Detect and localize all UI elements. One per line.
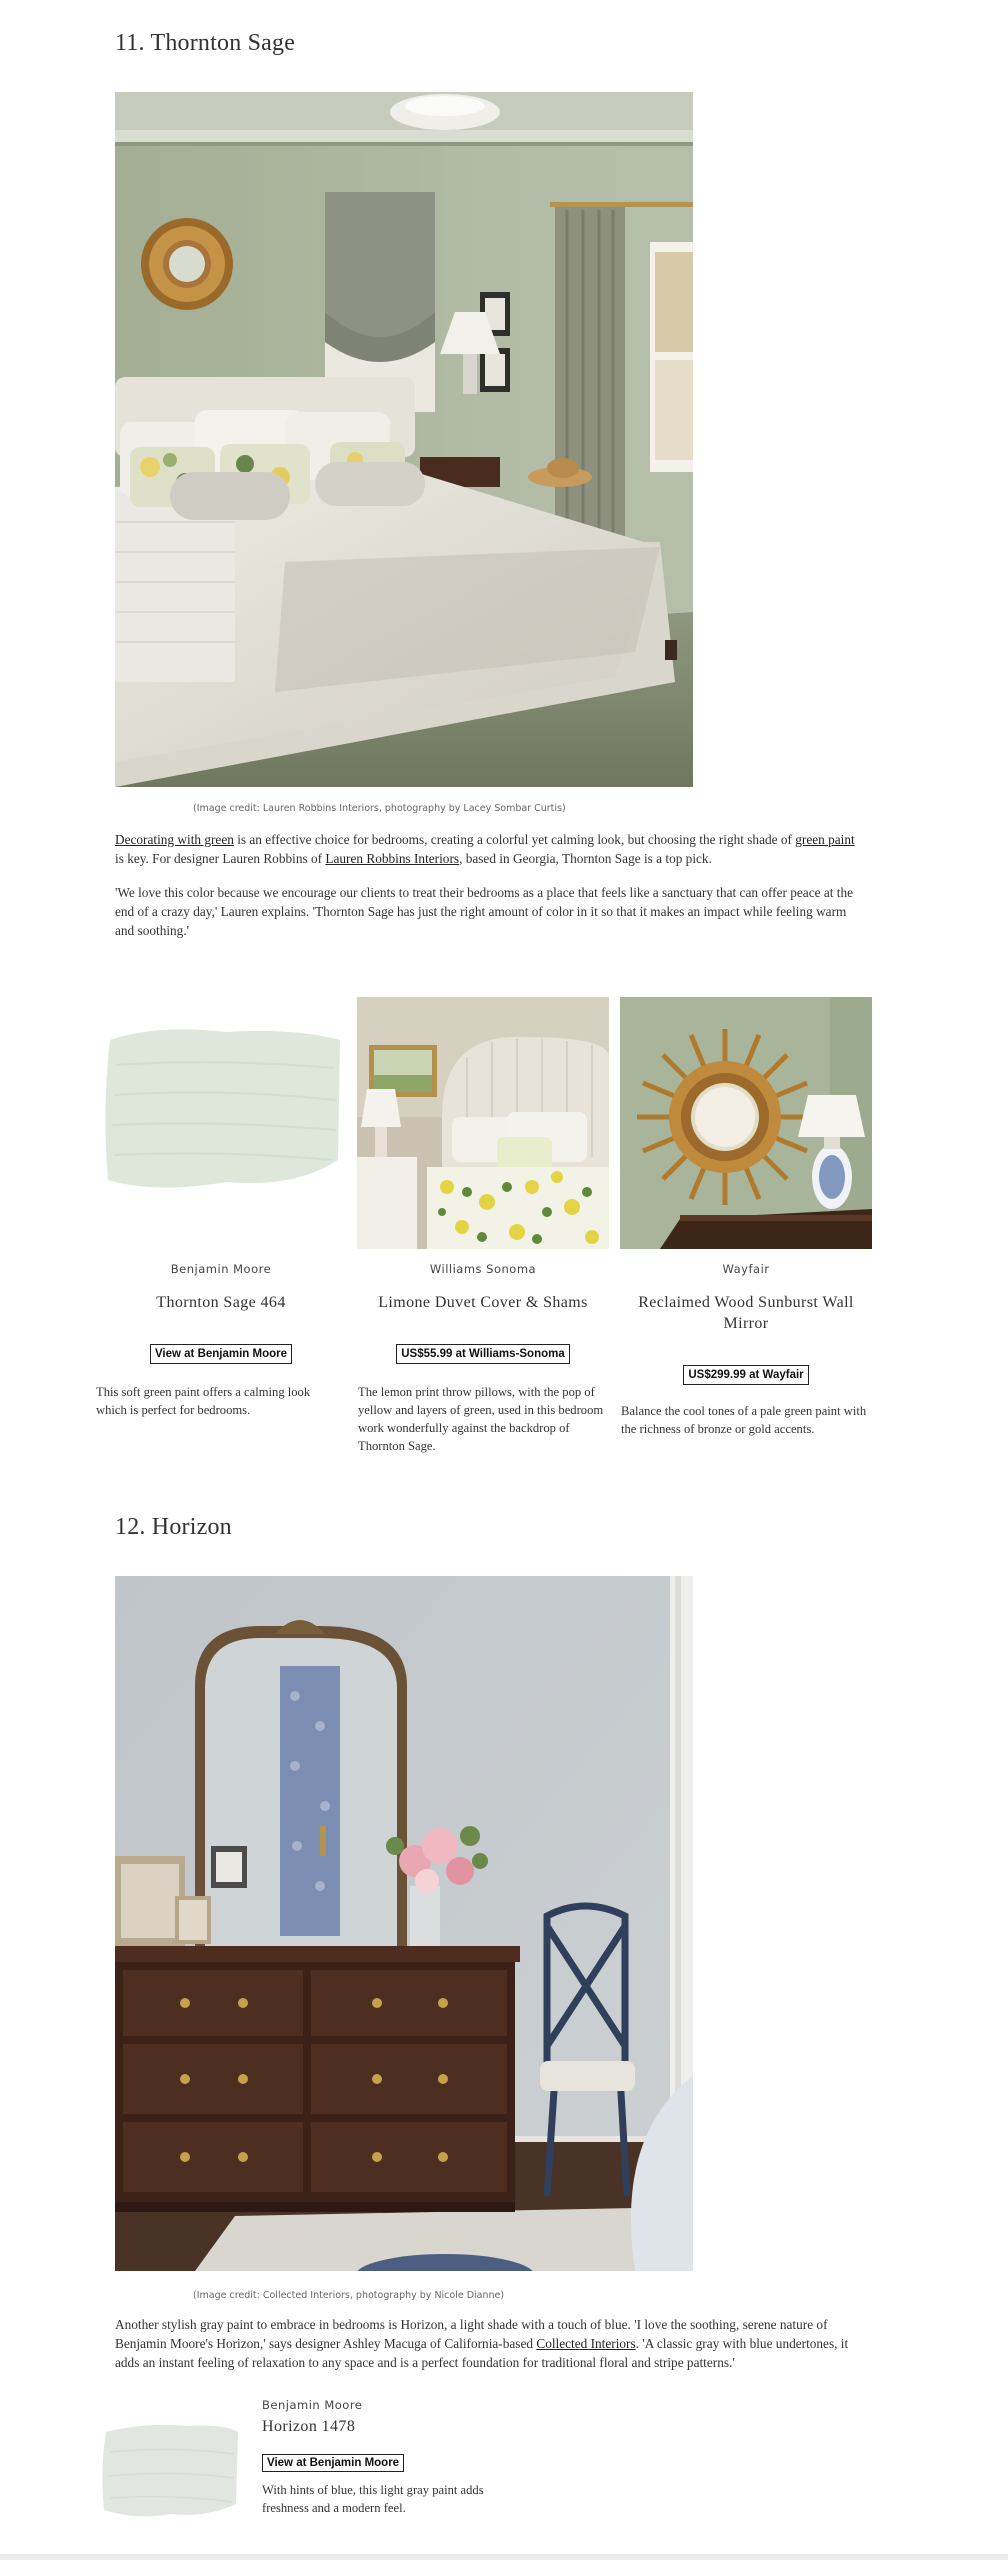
section-heading-thornton-sage: 11. Thornton Sage (115, 30, 296, 56)
view-at-benjamin-moore-button[interactable]: View at Benjamin Moore (150, 1344, 292, 1364)
button-wrapper (96, 1344, 346, 1364)
product-retailer: Wayfair (722, 1262, 770, 1276)
product-description: This soft green paint offers a calming look which is perfect for bedrooms. (96, 1385, 311, 1417)
paragraph-text: . 'A classic gray with blue undertones, it adds an instant feeling of relaxation to any space and is a perfect foundation for traditional floral and stripe patterns.' (115, 2336, 849, 2370)
thornton-sage-paint-swatch[interactable] (96, 1010, 346, 1210)
product-description: Balance the cool tones of a pale green paint with the richness of bronze or gold accents. (621, 1404, 867, 1436)
bedroom-photo-thornton-sage (115, 92, 693, 787)
product-name[interactable]: Thornton Sage 464 (156, 1294, 286, 1311)
buy-at-williams-sonoma-button[interactable]: US$55.99 at Williams-Sonoma (396, 1344, 570, 1364)
product-description: With hints of blue, this light gray paint adds freshness and a modern feel. (262, 2483, 484, 2515)
link-decorating-with-green[interactable]: Decorating with green (115, 832, 234, 847)
horizon-paint-swatch[interactable] (96, 2414, 246, 2524)
paragraph-text: Another stylish gray paint to embrace in bedrooms is Horizon, a light shade with a touch of blue. 'I love the soothing, serene nature of Benjamin Moore's Horizon,' says designer Ashley Macuga of California-based (115, 2317, 828, 2351)
page-bottom-divider (0, 2554, 1008, 2560)
view-at-benjamin-moore-button[interactable]: View at Benjamin Moore (262, 2454, 404, 2472)
quote-paragraph: 'We love this color because we encourage our clients to treat their bedrooms as a place that feels like a sanctuary that can offer peace at the end of a crazy day,' Lauren explains. 'Thornton Sage has just the right amount of color in it so that it makes an impact while feeling warm and soothing.' (115, 885, 853, 938)
product-name[interactable]: Limone Duvet Cover & Shams (378, 1294, 588, 1311)
product-retailer: Williams Sonoma (429, 1262, 537, 1276)
product-retailer: Benjamin Moore (262, 2398, 363, 2412)
product-retailer: Benjamin Moore (170, 1262, 272, 1276)
link-lauren-robbins-interiors[interactable]: Lauren Robbins Interiors (325, 851, 460, 866)
intro-paragraph (115, 830, 855, 868)
product-name[interactable]: Horizon 1478 (262, 2418, 356, 2435)
button-wrapper (357, 1344, 609, 1364)
sunburst-mirror-photo[interactable] (620, 997, 872, 1249)
button-wrapper (262, 2453, 404, 2471)
paragraph-text: , based in Georgia, Thornton Sage is a top pick. (459, 851, 712, 866)
image-credit-caption: (Image credit: Collected Interiors, photography by Nicole Dianne) (193, 2290, 505, 2301)
limone-duvet-photo[interactable] (357, 997, 609, 1249)
product-name[interactable]: Reclaimed Wood Sunburst Wall Mirror (638, 1294, 854, 1332)
button-wrapper (620, 1365, 872, 1385)
link-green-paint[interactable]: green paint (795, 832, 855, 847)
section-heading-horizon: 12. Horizon (115, 1514, 232, 1540)
buy-at-wayfair-button[interactable]: US$299.99 at Wayfair (683, 1365, 808, 1385)
image-credit-caption: (Image credit: Lauren Robbins Interiors, photography by Lacey Sombar Curtis) (193, 803, 566, 814)
bedroom-photo-horizon (115, 1576, 693, 2271)
paragraph-text: is an effective choice for bedrooms, creating a colorful yet calming look, but choosing the right shade of (233, 832, 796, 847)
paragraph-text: is key. For designer Lauren Robbins of (115, 851, 326, 866)
horizon-paragraph (115, 2315, 855, 2372)
link-collected-interiors[interactable]: Collected Interiors (536, 2336, 636, 2351)
product-description: The lemon print throw pillows, with the pop of yellow and layers of green, used in this bedroom work wonderfully against the backdrop of Thornton Sage. (358, 1385, 604, 1453)
